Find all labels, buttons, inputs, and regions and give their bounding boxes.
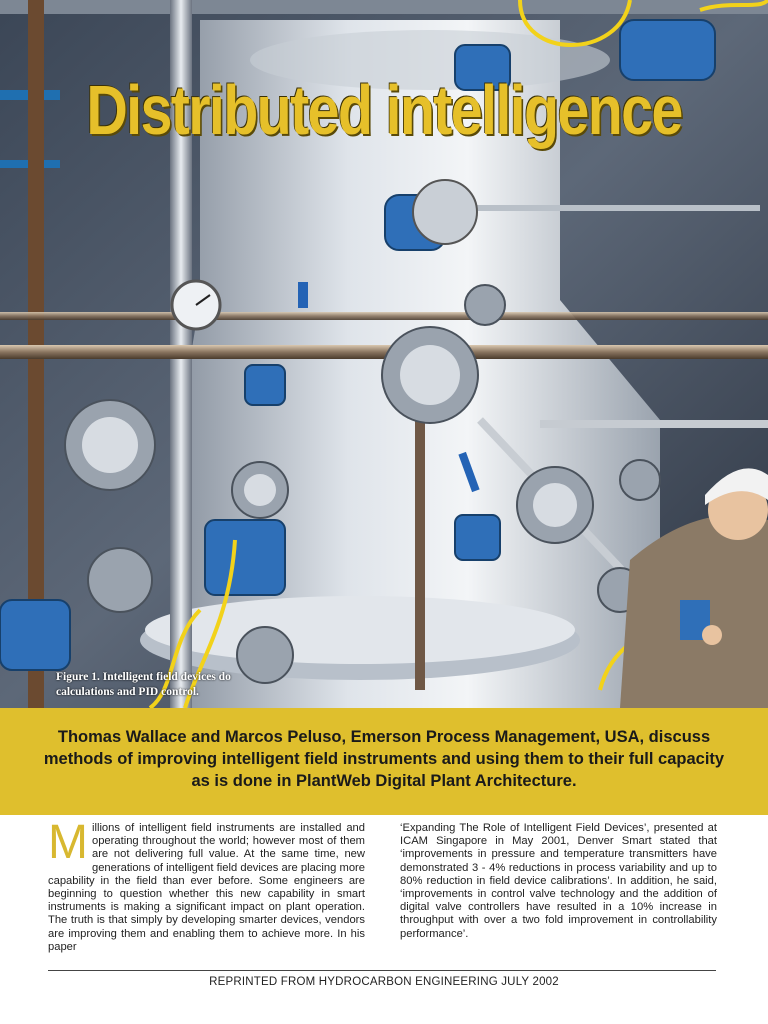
body-column-left — [48, 816, 365, 954]
body-text-right: ‘Expanding The Role of Intelligent Field Devices’, presented at ICAM Singapore in May 2001, Denver Smart stated that ‘improvements in pressure and temperature transmitters have demonstrated 3 - 4% reductions in process variability and up to 80% reduction in field device calibrations’. In addition, he said, ‘improvements in control valve technology and the addition of digital valve controllers have resulted in a 10% increase in throughput with over a two fold improvement in controllability performance’. — [400, 822, 717, 940]
drop-cap: M — [48, 816, 88, 869]
footer-rule — [48, 970, 716, 971]
article-body — [48, 816, 717, 967]
body-text-left: illions of intelligent field instruments are installed and operating throughout the world; however most of them are not delivering full value. At the same time, new generations of intelligent field devices are placing more capability in the field than ever before. Some engineers are beginning to question whether this new capability in smart instruments is making a significant impact on plant operation. The truth is that simply by developing smarter devices, vendors are improving them and enabling them to achieve more. In his paper — [48, 822, 365, 953]
standfirst: Thomas Wallace and Marcos Peluso, Emerson Process Management, USA, discuss methods of improving intelligent field instruments and using them to their full capacity as is done in PlantWeb Digital Plant Architecture. — [43, 728, 725, 790]
body-column-right — [400, 822, 717, 941]
headline: Distributed intelligence — [86, 71, 682, 149]
figure-caption: Figure 1. Intelligent field devices do calculations and PID control. — [56, 671, 231, 698]
footer-credit: REPRINTED FROM HYDROCARBON ENGINEERING JULY 2002 — [209, 976, 559, 988]
